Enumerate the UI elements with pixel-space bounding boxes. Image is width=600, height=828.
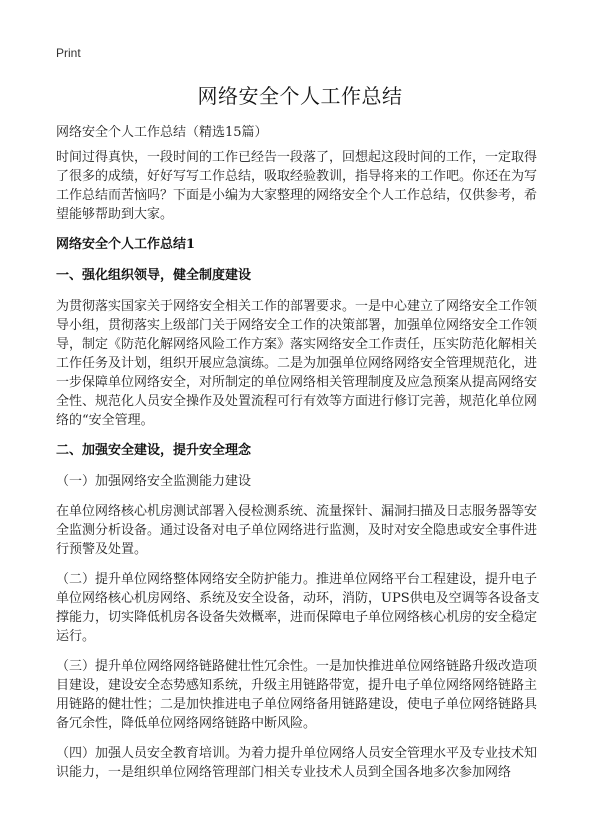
section-heading: 一、强化组织领导，健全制度建设 [56,268,252,283]
print-link[interactable]: Print [56,46,81,60]
document-title: 网络安全个人工作总结 [197,84,403,108]
body-paragraph: （二）提升单位网络整体网络安全防护能力。推进单位网络平台工程建设，提升电子单位网络核心机房网络、系统及安全设备，动环，消防，UPS供电及空调等各设备支撑能力，切实降低机房各设备失效概率，进而保障电子单位网络核心机房的安全稳定运行。 [56,572,540,644]
body-paragraph: 为贯彻落实国家关于网络安全相关工作的部署要求。一是中心建立了网络安全工作领导小组，贯彻落实上级部门关于网络安全工作的决策部署，加强单位网络安全工作领导，制定《防范化解网络风险工作方案》落实网络安全工作责任，压实防范化解相关工作任务及计划，组织开展应急演练。二是为加强单位网络网络安全管理规范化，进一步保障单位网络安全，对所制定的单位网络相关管理制度及应急预案从提高网络安全性、规范化人员安全操作及处置流程可行有效等方面进行修订完善，规范化单位网络的“安全管理。 [56,299,538,428]
section-heading: 网络安全个人工作总结1 [56,237,196,252]
document-subtitle: 网络安全个人工作总结（精选15篇） [56,125,268,140]
body-paragraph: （三）提升单位网络网络链路健壮性冗余性。一是加快推进单位网络链路升级改造项目建设，建设安全态势感知系统，升级主用链路带宽，提升电子单位网络网络链路主用链路的健壮性；二是加快推进电子单位网络备用链路建设，使电子单位网络链路具备冗余性，降低单位网络网络链路中断风险。 [56,659,538,731]
subsection-heading: （一）加强网络安全监测能力建设 [56,474,252,489]
document-body [56,148,546,793]
intro-paragraph: 时间过得真快，一段时间的工作已经告一段落了，回想起这段时间的工作，一定取得了很多的成绩，好好写写工作总结，吸取经验教训，指导将来的工作吧。你还在为写工作总结而苦恼吗？下面是小编为大家整理的网络安全个人工作总结，仅供参考，希望能够帮助到大家。 [56,150,538,222]
body-paragraph: 在单位网络核心机房测试部署入侵检测系统、流量探针、漏洞扫描及日志服务器等安全监测分析设备。通过设备对电子单位网络进行监测，及时对安全隐患或安全事件进行预警及处置。 [56,504,538,557]
section-heading: 二、加强安全建设，提升安全理念 [56,443,252,458]
body-paragraph: （四）加强人员安全教育培训。为着力提升单位网络人员安全管理水平及专业技术知识能力，一是组织单位网络管理部门相关专业技术人员到全国各地多次参加网络 [56,746,538,780]
